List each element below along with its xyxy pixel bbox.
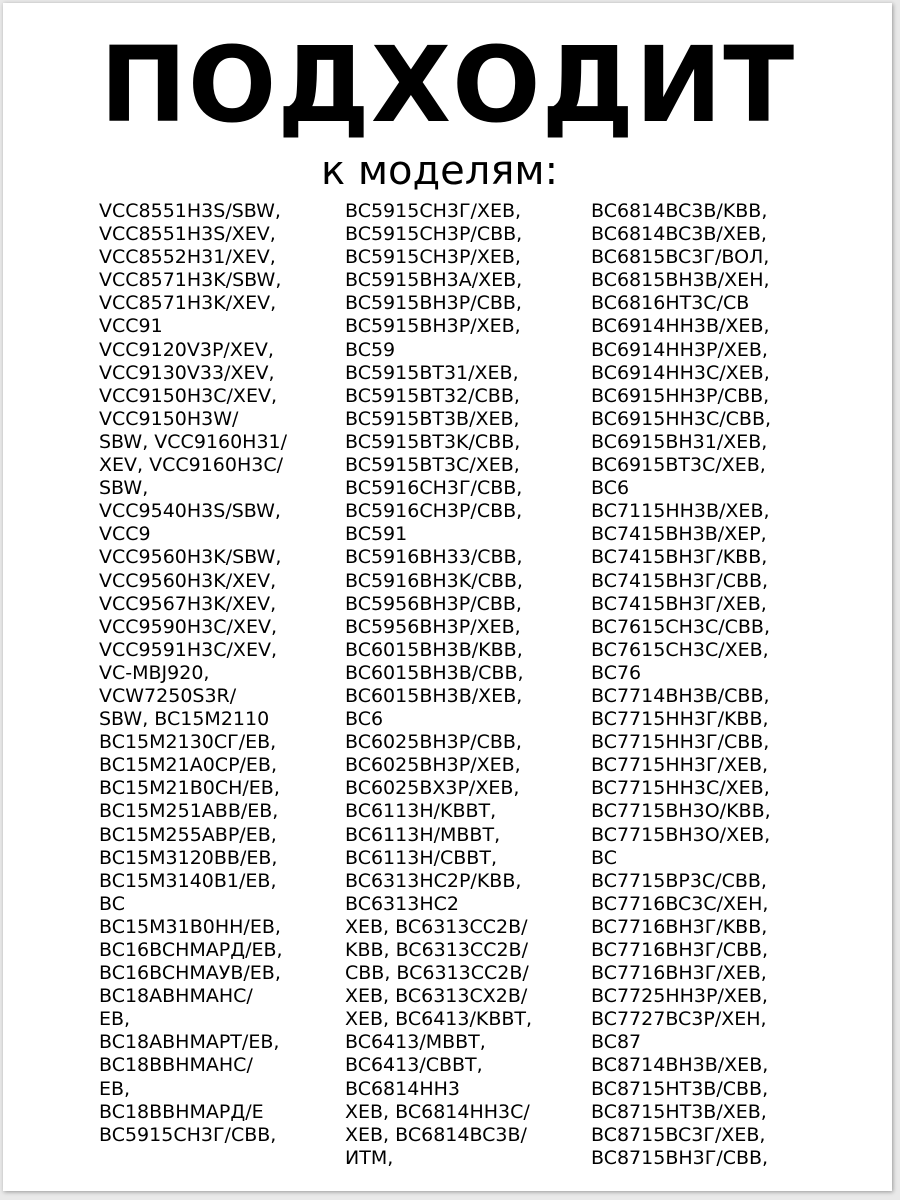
model-list-item: BC8715BH3Г/CBB,: [591, 1146, 769, 1169]
model-list-item: BC7716BH3Г/KBB,: [591, 915, 768, 938]
model-list-item: BC5915BT3B/XEB,: [345, 407, 520, 430]
model-list-item: BC7615CH3C/CBB,: [591, 615, 771, 638]
model-list-item: BC15M21B0CH/EB,: [99, 777, 280, 800]
model-list-item: VCC8552H31/XEV,: [99, 246, 276, 269]
model-list-item: XEB, BC6814BC3B/: [345, 1123, 527, 1146]
model-list-item: BC8715BC3Г/XEB,: [591, 1123, 766, 1146]
model-list-item: BC5915CH3P/CBB,: [345, 223, 523, 246]
model-list-item: BC5956BH3P/CBB,: [345, 592, 522, 615]
model-list-item: BC5915BH3A/XEB,: [345, 269, 523, 292]
model-list-item: VC-MBJ920,: [99, 661, 210, 684]
model-list-item: BC6015BH3B/XEB,: [345, 684, 523, 707]
model-list-item: BC6025BH3P/XEB,: [345, 754, 521, 777]
model-list-item: BC6025BX3P/XEB,: [345, 777, 520, 800]
model-list-item: SBW,: [99, 477, 149, 500]
model-list-item: VCC8571H3K/XEV,: [99, 292, 277, 315]
model-list-item: VCC9: [99, 523, 151, 546]
model-list-item: XEB, BC6313CC2B/: [345, 915, 528, 938]
model-list-item: BC5915BH3P/XEB,: [345, 315, 521, 338]
model-list-item: VCC9150H3W/: [99, 407, 239, 430]
model-list-item: BC5956BH3P/XEB,: [345, 615, 521, 638]
model-list-item: BC15M31B0HH/EB,: [99, 915, 281, 938]
model-list-item: XEB, BC6814HH3C/: [345, 1100, 530, 1123]
model-list-item: XEV, VCC9160H3C/: [99, 454, 284, 477]
model-list-item: BC6015BH3B/CBB,: [345, 661, 524, 684]
model-list-item: VCW7250S3R/: [99, 684, 237, 707]
model-list-item: BC87: [591, 1031, 642, 1054]
model-list-item: BC7415BH3Г/CBB,: [591, 569, 769, 592]
model-list-item: BC7725HH3P/XEB,: [591, 985, 768, 1008]
model-list-item: BC7715HH3Г/XEB,: [591, 754, 769, 777]
model-list-item: VCC9567H3K/XEV,: [99, 592, 277, 615]
model-list-item: BC8715HT3B/XEB,: [591, 1100, 767, 1123]
product-card-page: [3, 3, 892, 1191]
model-list-item: BC7415BH3Г/KBB,: [591, 546, 768, 569]
model-list-item: VCC8551H3S/XEV,: [99, 223, 276, 246]
model-list-item: BC6914HH3P/XEB,: [591, 338, 768, 361]
model-list-item: BC18ABHMAPT/EB,: [99, 1031, 280, 1054]
model-list-item: BC76: [591, 661, 642, 684]
model-list-column-2: [345, 200, 532, 1170]
model-list-item: BC: [99, 892, 125, 915]
model-list-item: BC591: [345, 523, 408, 546]
model-list-item: VCC9540H3S/SBW,: [99, 500, 281, 523]
page-subtitle: к моделям:: [321, 148, 559, 194]
model-list-item: VCC9130V33/XEV,: [99, 361, 275, 384]
model-list-item: BC6015BH3B/KBB,: [345, 638, 523, 661]
model-list-item: XEB, BC6413/KBBT,: [345, 1008, 533, 1031]
model-list-item: BC5915CH3P/XEB,: [345, 246, 521, 269]
model-list-item: VCC9150H3C/XEV,: [99, 384, 277, 407]
model-list-item: BC15M3140B1/EB,: [99, 869, 277, 892]
model-list-item: BC6313HC2: [345, 892, 459, 915]
model-list-item: BC6313HC2P/KBB,: [345, 869, 522, 892]
model-list-item: SBW, BC15M2110: [99, 708, 270, 731]
model-list-item: BC7715HH3Г/KBB,: [591, 708, 769, 731]
model-list-item: BC: [591, 846, 617, 869]
model-list-item: BC6814BC3B/XEB,: [591, 223, 767, 246]
page-title: ПОДХОДИТ: [99, 24, 796, 146]
model-list-item: BC6915BT3C/XEB,: [591, 454, 766, 477]
model-list-item: BC8715HT3B/CBB,: [591, 1077, 769, 1100]
model-list-item: BC18BBHMAHC/: [99, 1054, 253, 1077]
model-list-item: VCC8571H3K/SBW,: [99, 269, 282, 292]
model-list-item: BC5915CH3Г/CBB,: [99, 1123, 277, 1146]
model-list-item: XEB, BC6313CX2B/: [345, 985, 528, 1008]
model-list-item: BC7716BH3Г/XEB,: [591, 962, 767, 985]
model-list-item: VCC91: [99, 315, 163, 338]
model-list-item: BC7615CH3C/XEB,: [591, 638, 769, 661]
model-list-item: BC5915BT3C/XEB,: [345, 454, 520, 477]
model-list-item: BC6: [345, 708, 384, 731]
model-list-item: BC5916BH33/CBB,: [345, 546, 523, 569]
model-list-item: BC16BCHMAPД/EB,: [99, 939, 283, 961]
model-list-item: BC6413/CBBT,: [345, 1054, 483, 1077]
model-list-item: VCC8551H3S/SBW,: [99, 200, 281, 222]
model-list-item: BC15M2130CГ/EB,: [99, 731, 277, 754]
model-list-item: EB,: [99, 1008, 131, 1031]
model-list-item: VCC9591H3C/XEV,: [99, 638, 277, 661]
model-list-item: BC18ABHMAHC/: [99, 985, 253, 1008]
model-list-item: BC5916BH3K/CBB,: [345, 569, 523, 592]
model-list-item: VCC9590H3C/XEV,: [99, 615, 277, 638]
model-list-item: BC6113H/MBBT,: [345, 823, 501, 846]
model-list-item: BC6915HH3P/CBB,: [591, 384, 770, 407]
model-list-item: BC6025BH3P/CBB,: [345, 731, 522, 754]
model-list-item: BC7415BH3Г/XEB,: [591, 592, 767, 615]
model-list-item: BC6113H/CBBT,: [345, 846, 497, 869]
model-list-item: BC6413/MBBT,: [345, 1031, 486, 1054]
model-list-item: BC59: [345, 338, 396, 361]
model-list-item: BC7115HH3B/XEB,: [591, 500, 770, 523]
model-list-item: BC15M255ABP/EB,: [99, 823, 277, 846]
model-list-item: BC5915BT31/XEB,: [345, 361, 519, 384]
model-list-item: SBW, VCC9160H31/: [99, 430, 288, 453]
model-list-column-1: [99, 200, 287, 1147]
model-list-item: BC7715BP3C/CBB,: [591, 869, 767, 892]
model-list-item: BC7715HH3C/XEB,: [591, 777, 770, 800]
model-list-item: BC6: [591, 477, 630, 500]
model-list-item: BC8714BH3B/XEB,: [591, 1054, 769, 1077]
model-list-item: BC5915BT32/CBB,: [345, 384, 520, 407]
model-list-item: ИTM,: [345, 1146, 394, 1169]
model-list-item: BC5916CH3P/CBB,: [345, 500, 523, 523]
model-list-item: BC5915CH3Г/XEB,: [345, 200, 522, 222]
model-list-item: BC7716BH3Г/CBB,: [591, 939, 769, 961]
model-list-item: BC16BCHMAУB/EB,: [99, 962, 281, 985]
model-list-item: KBB, BC6313CC2B/: [345, 939, 528, 961]
model-list-item: VCC9560H3K/XEV,: [99, 569, 277, 592]
model-list-item: CBB, BC6313CC2B/: [345, 962, 529, 985]
model-list-item: BC15M21A0CP/EB,: [99, 754, 278, 777]
model-list-item: BC15M251ABB/EB,: [99, 800, 279, 823]
model-list-column-3: [591, 200, 771, 1170]
model-list-item: BC6815BH3B/XEH,: [591, 269, 770, 292]
model-list-item: BC5916CH3Г/CBB,: [345, 477, 523, 500]
model-list-item: BC7716BC3C/XEH,: [591, 892, 769, 915]
model-list-item: BC5915BH3P/CBB,: [345, 292, 522, 315]
model-list-item: VCC9120V3P/XEV,: [99, 338, 274, 361]
model-list-item: BC7715BH3O/KBB,: [591, 800, 771, 823]
model-list-item: BC15M3120BB/EB,: [99, 846, 278, 869]
model-list-item: BC6815BC3Г/BOЛ,: [591, 246, 770, 269]
model-list-item: BC6915HH3C/CBB,: [591, 407, 772, 430]
model-list-item: BC6914HH3C/XEB,: [591, 361, 770, 384]
model-list-item: BC7715HH3Г/CBB,: [591, 731, 770, 754]
model-list-item: BC6814HH3: [345, 1077, 460, 1100]
model-list-item: BC6914HH3B/XEB,: [591, 315, 770, 338]
model-list-item: BC7715BH3O/XEB,: [591, 823, 771, 846]
model-list-item: BC6814BC3B/KBB,: [591, 200, 768, 222]
model-list-item: BC18BBHMAPД/E: [99, 1100, 264, 1123]
model-list-item: BC6915BH31/XEB,: [591, 430, 768, 453]
model-list-item: BC7727BC3P/XEH,: [591, 1008, 767, 1031]
model-list-item: BC7415BH3B/XEP,: [591, 523, 767, 546]
model-list-item: BC6113H/KBBT,: [345, 800, 497, 823]
model-list-item: BC5915BT3K/CBB,: [345, 430, 521, 453]
model-list-item: BC7714BH3B/CBB,: [591, 684, 770, 707]
model-list-item: VCC9560H3K/SBW,: [99, 546, 282, 569]
model-list-item: EB,: [99, 1077, 131, 1100]
model-list-item: BC6816HT3C/CB: [591, 292, 750, 315]
